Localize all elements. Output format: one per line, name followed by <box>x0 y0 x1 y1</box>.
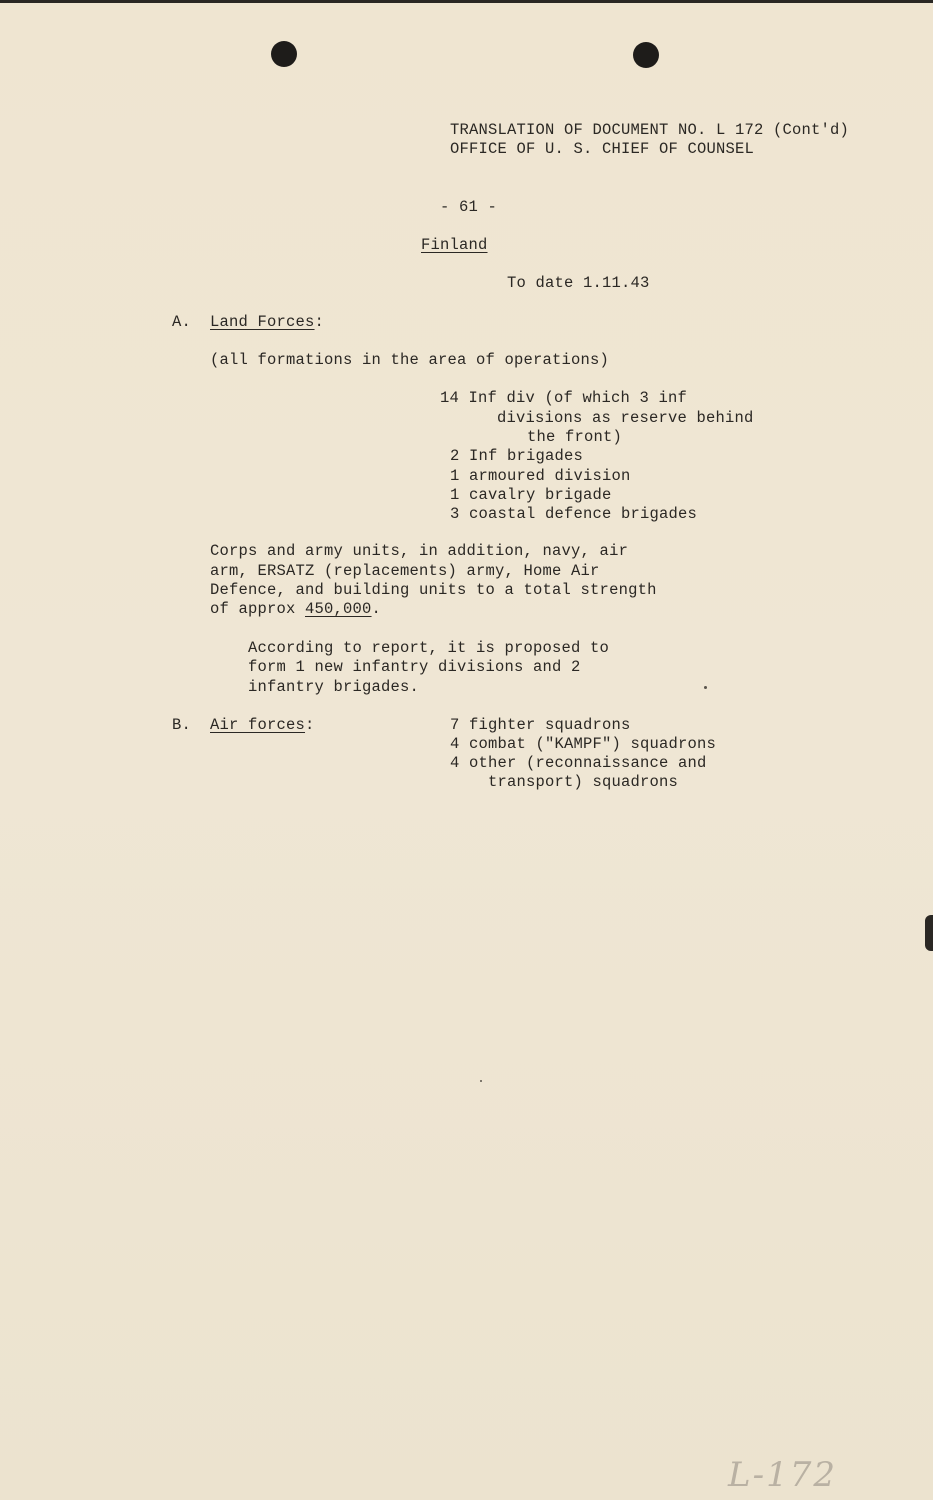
section-a-note: (all formations in the area of operations) <box>210 351 610 369</box>
page-number: - 61 - <box>440 198 498 216</box>
total-strength: 450,000 <box>305 600 372 618</box>
punch-hole-right <box>633 42 659 68</box>
section-b-colon: : <box>305 716 315 734</box>
air-unit-line: 7 fighter squadrons <box>450 716 631 734</box>
land-unit-line: 1 cavalry brigade <box>450 486 612 504</box>
top-edge <box>0 0 933 3</box>
handwritten-document-number: L-172 <box>728 1455 837 1495</box>
section-a-heading: Land Forces <box>210 313 315 331</box>
land-unit-line: the front) <box>527 428 623 446</box>
air-unit-line: 4 other (reconnaissance and <box>450 754 707 772</box>
section-a-letter: A. <box>172 313 192 331</box>
header-line-2: OFFICE OF U. S. CHIEF OF COUNSEL <box>450 140 755 158</box>
air-unit-line: transport) squadrons <box>488 773 679 791</box>
land-unit-line: 1 armoured division <box>450 467 631 485</box>
land-unit-line: 3 coastal defence brigades <box>450 505 698 523</box>
report-paragraph-line: According to report, it is proposed to <box>248 639 610 657</box>
section-a-heading-row <box>210 313 324 332</box>
section-b-letter: B. <box>172 716 192 734</box>
paper-speck <box>480 1080 482 1082</box>
paper-speck <box>704 686 707 689</box>
land-unit-line: 14 Inf div (of which 3 inf <box>440 389 688 407</box>
section-a-colon: : <box>314 313 325 331</box>
report-paragraph-line: infantry brigades. <box>248 678 420 696</box>
corps-paragraph-last-line <box>210 600 381 619</box>
header-line-1: TRANSLATION OF DOCUMENT NO. L 172 (Cont'd) <box>450 121 850 139</box>
corps-paragraph-line: Defence, and building units to a total strength <box>210 581 657 599</box>
land-unit-line: divisions as reserve behind <box>497 409 754 427</box>
corps-paragraph-line: arm, ERSATZ (replacements) army, Home Air <box>210 562 600 580</box>
corps-paragraph-line: Corps and army units, in addition, navy, air <box>210 542 629 560</box>
land-unit-line: 2 Inf brigades <box>450 447 584 465</box>
section-b-heading-row <box>210 716 315 735</box>
corps-last-prefix: of approx <box>210 600 306 618</box>
binder-clip-mark <box>925 915 933 951</box>
punch-hole-left <box>271 41 297 67</box>
corps-last-suffix: . <box>371 600 382 618</box>
report-paragraph-line: form 1 new infantry divisions and 2 <box>248 658 581 676</box>
air-unit-line: 4 combat ("KAMPF") squadrons <box>450 735 717 753</box>
country-title: Finland <box>421 236 488 254</box>
date-line: To date 1.11.43 <box>507 274 650 292</box>
section-b-heading: Air forces <box>210 716 306 734</box>
